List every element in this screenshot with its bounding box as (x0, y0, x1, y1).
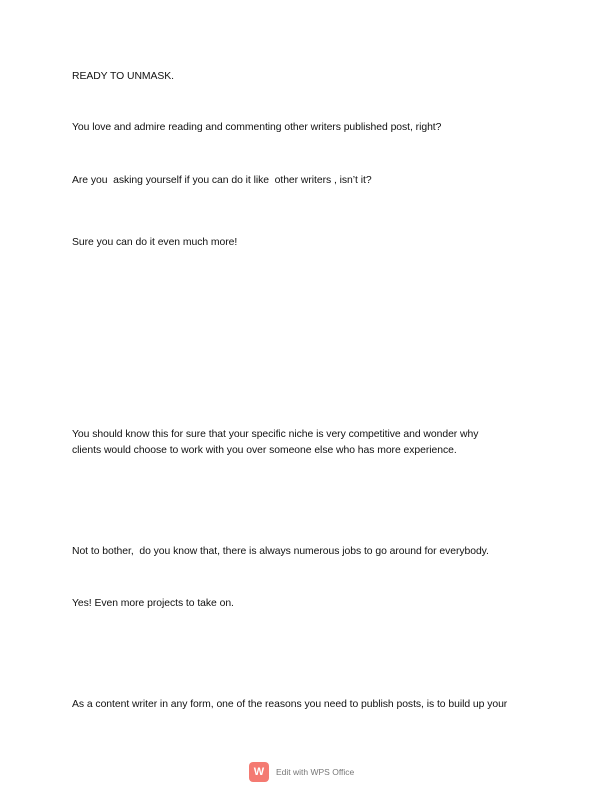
paragraph: You love and admire reading and commenting other writers published post, right? (72, 122, 442, 133)
paragraph: Sure you can do it even much more! (72, 237, 238, 248)
paragraph: Yes! Even more projects to take on. (72, 598, 234, 609)
wps-edit-link[interactable] (249, 762, 354, 782)
wps-edit-text: Edit with WPS Office (276, 767, 355, 777)
paragraph: As a content writer in any form, one of the reasons you need to publish posts, is to build up your (72, 699, 508, 710)
paragraph: You should know this for sure that your specific niche is very competitive and wonder why clients would choose to work with you over someone else who has more experience. (72, 429, 479, 456)
paragraph: Are you asking yourself if you can do it like other writers , isn’t it? (72, 175, 372, 186)
paragraph: Not to bother, do you know that, there is always numerous jobs to go around for everybody. (72, 546, 489, 557)
heading: READY TO UNMASK. (72, 71, 174, 82)
wps-logo-icon: W (249, 762, 269, 782)
